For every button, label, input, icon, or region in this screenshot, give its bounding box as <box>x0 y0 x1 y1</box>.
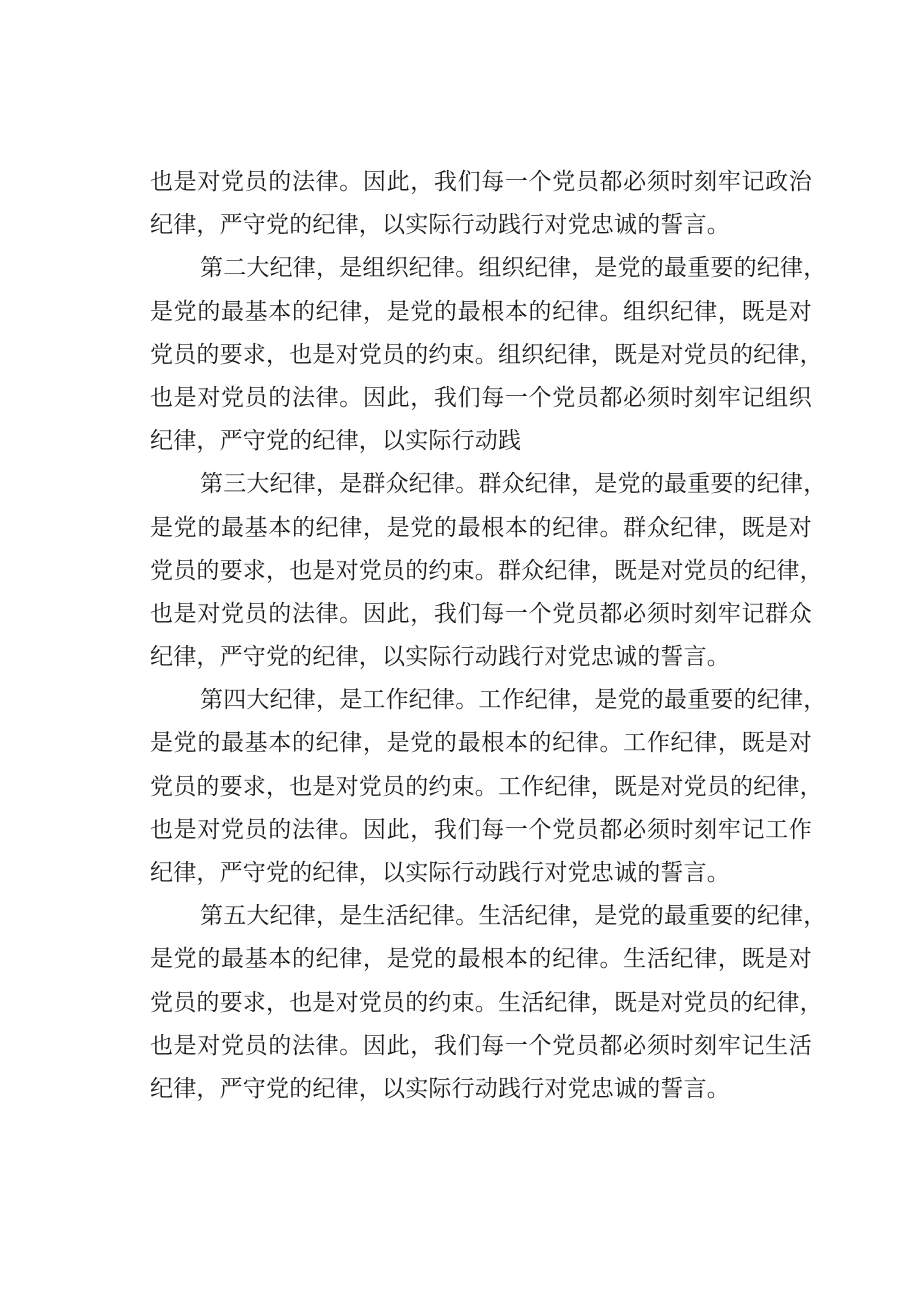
text-line: 党员的要求，也是对党员的约束。群众纪律，既是对党员的纪律， <box>150 557 823 584</box>
text-line: 也是对党员的法律。因此，我们每一个党员都必须时刻牢记工作 <box>150 816 812 843</box>
text-line: 也是对党员的法律。因此，我们每一个党员都必须时刻牢记生活 <box>150 1032 812 1059</box>
text-line: 是党的最基本的纪律，是党的最根本的纪律。组织纪律，既是对 <box>150 298 812 325</box>
document-body <box>150 161 827 1111</box>
text-line: 是党的最基本的纪律，是党的最根本的纪律。生活纪律，既是对 <box>150 946 812 973</box>
text-line: 党员的要求，也是对党员的约束。组织纪律，既是对党员的纪律， <box>150 341 823 368</box>
paragraph-first-line: 第三大纪律，是群众纪律。群众纪律，是党的最重要的纪律， <box>200 471 827 498</box>
text-line: 纪律，严守党的纪律，以实际行动践行对党忠诚的誓言。 <box>150 1075 730 1102</box>
text-line: 纪律，严守党的纪律，以实际行动践行对党忠诚的誓言。 <box>150 212 730 239</box>
text-line: 纪律，严守党的纪律，以实际行动践行对党忠诚的誓言。 <box>150 644 730 671</box>
text-line: 党员的要求，也是对党员的约束。生活纪律，既是对党员的纪律， <box>150 989 823 1016</box>
text-line: 纪律，严守党的纪律，以实际行动践行对党忠诚的誓言。 <box>150 860 730 886</box>
text-line: 纪律，严守党的纪律，以实际行动践 <box>150 428 522 455</box>
paragraph-first-line: 第二大纪律，是组织纪律。组织纪律，是党的最重要的纪律， <box>200 255 827 282</box>
text-line: 是党的最基本的纪律，是党的最根本的纪律。工作纪律，既是对 <box>150 730 812 757</box>
paragraph-first-line: 第四大纪律，是工作纪律。工作纪律，是党的最重要的纪律， <box>200 687 827 714</box>
text-line: 也是对党员的法律。因此，我们每一个党员都必须时刻牢记组织 <box>150 384 812 411</box>
paragraph-first-line: 第五大纪律，是生活纪律。生活纪律，是党的最重要的纪律， <box>200 903 827 930</box>
text-line: 也是对党员的法律。因此，我们每一个党员都必须时刻牢记政治 <box>150 169 812 195</box>
text-line: 党员的要求，也是对党员的约束。工作纪律，既是对党员的纪律， <box>150 773 823 800</box>
text-line: 也是对党员的法律。因此，我们每一个党员都必须时刻牢记群众 <box>150 600 812 627</box>
text-line: 是党的最基本的纪律，是党的最根本的纪律。群众纪律，既是对 <box>150 514 812 541</box>
